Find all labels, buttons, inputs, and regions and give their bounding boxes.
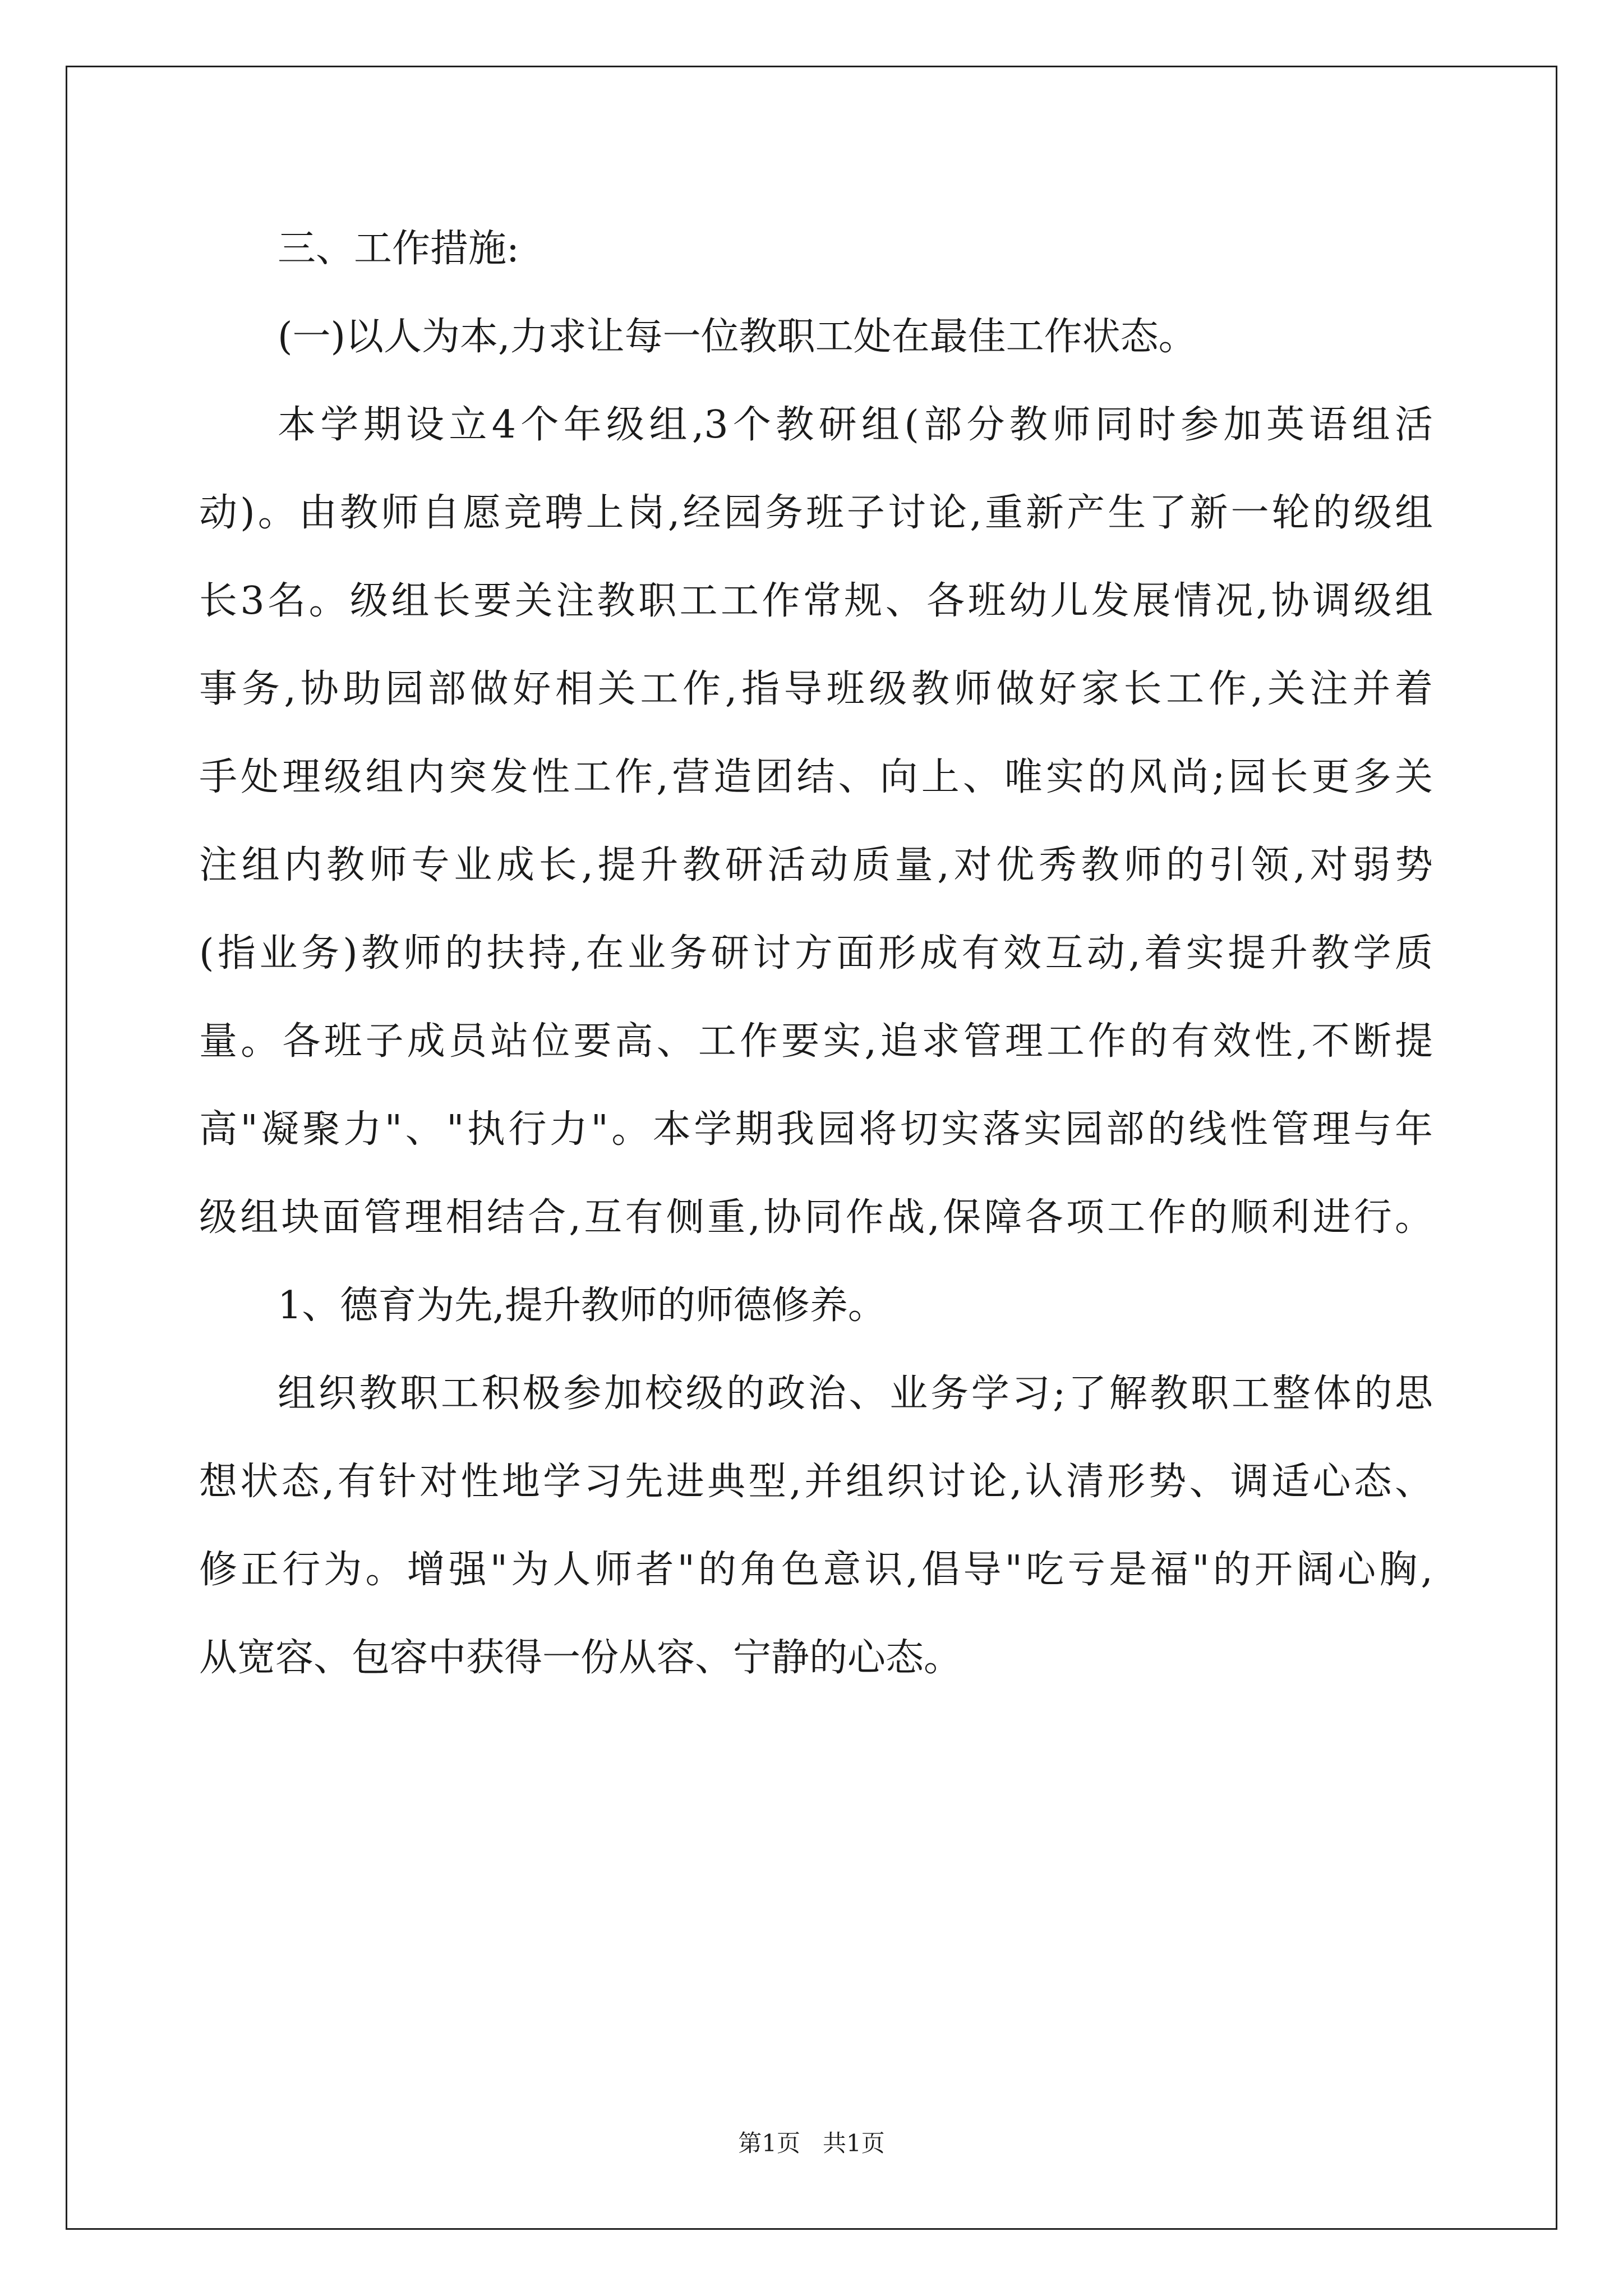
- paragraph-line: 注组内教师专业成长,提升教研活动质量,对优秀教师的引领,对弱势: [199, 843, 1433, 887]
- paragraph-line: 高"凝聚力"、"执行力"。本学期我园将切实落实园部的线性管理与年: [199, 1107, 1433, 1152]
- paragraph-line: 级组块面管理相结合,互有侧重,协同作战,保障各项工作的顺利进行。: [199, 1195, 1433, 1240]
- paragraph-line: 想状态,有针对性地学习先进典型,并组织讨论,认清形势、调适心态、: [199, 1460, 1433, 1504]
- paragraph-line: 本学期设立4个年级组,3个教研组(部分教师同时参加英语组活: [278, 403, 1433, 447]
- section-heading: 三、工作措施:: [278, 227, 519, 271]
- page-number-footer: 第1页 共1页: [738, 2129, 885, 2157]
- subsection-heading: (一)以人为本,力求让每一位教职工处在最佳工作状态。: [278, 315, 1197, 359]
- paragraph-line: 从宽容、包容中获得一份从容、宁静的心态。: [199, 1636, 962, 1680]
- paragraph-line: 动)。由教师自愿竞聘上岗,经园务班子讨论,重新产生了新一轮的级组: [199, 491, 1433, 535]
- paragraph-line: 量。各班子成员站位要高、工作要实,追求管理工作的有效性,不断提: [199, 1019, 1433, 1064]
- paragraph-line: (指业务)教师的扶持,在业务研讨方面形成有效互动,着实提升教学质: [199, 931, 1433, 976]
- numbered-heading: 1、德育为先,提升教师的师德修养。: [278, 1283, 886, 1328]
- paragraph-line: 事务,协助园部做好相关工作,指导班级教师做好家长工作,关注并着: [199, 667, 1433, 711]
- paragraph-line: 手处理级组内突发性工作,营造团结、向上、唯实的风尚;园长更多关: [199, 755, 1433, 799]
- paragraph-line: 修正行为。增强"为人师者"的角色意识,倡导"吃亏是福"的开阔心胸,: [199, 1548, 1433, 1592]
- paragraph-line: 长3名。级组长要关注教职工工作常规、各班幼儿发展情况,协调级组: [199, 579, 1433, 623]
- paragraph-line: 组织教职工积极参加校级的政治、业务学习;了解教职工整体的思: [278, 1372, 1433, 1416]
